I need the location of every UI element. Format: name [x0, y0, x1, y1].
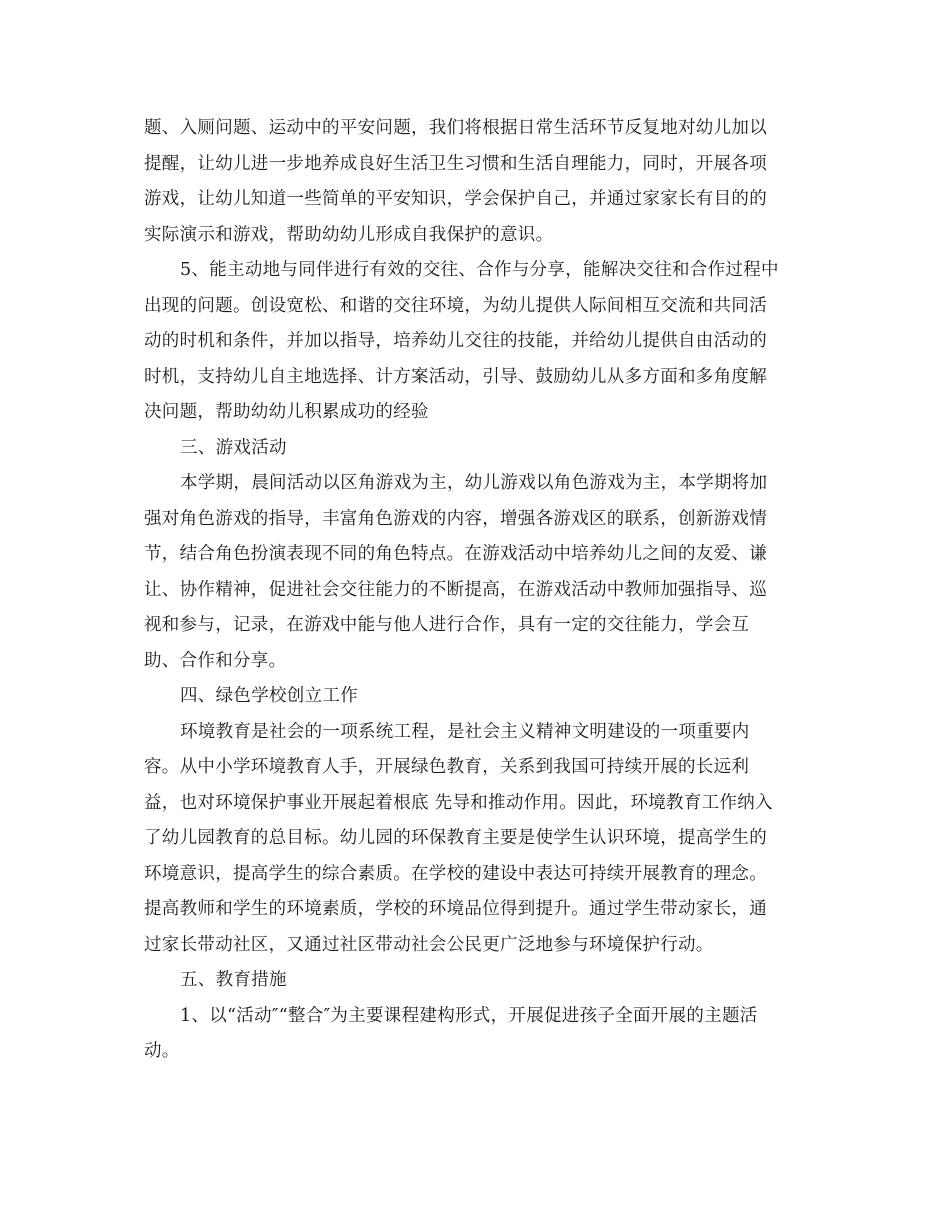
text-line: 环境教育是社会的一项系统工程，是社会主义精神文明建设的一项重要内	[180, 721, 750, 742]
text-line: 益，也对环境保护事业开展起着根底 先导和推动作用。因此，环境教育工作纳入	[144, 792, 773, 813]
text-line: 出现的问题。创设宽松、和谐的交往环境，为幼儿提供人际间相互交流和共同活	[144, 295, 767, 316]
text-line: 提醒，让幼儿进一步地养成良好生活卫生习惯和生活自理能力，同时，开展各项	[144, 153, 767, 174]
text-line: 本学期，晨间活动以区角游戏为主，幼儿游戏以角色游戏为主，本学期将加	[180, 473, 768, 493]
text-line: 视和参与，记录，在游戏中能与他人进行合作，具有一定的交往能力，学会互	[144, 615, 750, 635]
document-page	[144, 111, 814, 1070]
text-line: 四、绿色学校创立工作	[180, 686, 358, 706]
text-line: 游戏，让幼儿知道一些简单的平安知识，学会保护自己，并通过家家长有目的的	[144, 189, 767, 209]
text-line: 提高教师和学生的环境素质，学校的环境品位得到提升。通过学生带动家长，通	[144, 899, 767, 919]
text-line: 容。从中小学环境教育人手，开展绿色教育，关系到我国可持续开展的长远利	[144, 757, 750, 777]
text-line: 动。	[144, 1041, 180, 1061]
text-line: 过家长带动社区，又通过社区带动社会公民更广泛地参与环境保护行动。	[144, 934, 714, 955]
text-line: 时机，支持幼儿自主地选择、计方案活动，引导、鼓励幼儿从多方面和多角度解	[144, 366, 767, 387]
text-line: 环境意识，提高学生的综合素质。在学校的建设中表达可持续开展教育的理念。	[144, 863, 767, 884]
text-line: 五、教育措施	[180, 970, 287, 990]
text-line: 助、合作和分享。	[144, 650, 287, 671]
text-line: 1、以“活动″“整合″为主要课程建构形式，开展促进孩子全面开展的主题活	[180, 1005, 758, 1026]
text-line: 5、能主动地与同伴进行有效的交往、合作与分享，能解决交往和合作过程中	[180, 260, 779, 280]
text-line: 节，结合角色扮演表现不同的角色特点。在游戏活动中培养幼儿之间的友爱、谦	[144, 544, 767, 564]
text-line: 让、协作精神，促进社会交往能力的不断提高，在游戏活动中教师加强指导、巡	[144, 579, 767, 600]
text-line: 动的时机和条件，并加以指导，培养幼儿交往的技能，并给幼儿提供自由活动的	[144, 331, 767, 351]
text-line: 了幼儿园教育的总目标。幼儿园的环保教育主要是使学生认识环境，提高学生的	[144, 828, 767, 848]
text-line: 实际演示和游戏，帮助幼幼儿形成自我保护的意识。	[144, 224, 554, 245]
text-line: 三、游戏活动	[180, 437, 287, 458]
text-line: 强对角色游戏的指导，丰富角色游戏的内容，增强各游戏区的联系，创新游戏情	[144, 508, 767, 529]
text-line: 决问题，帮助幼幼儿积累成功的经验	[144, 402, 429, 422]
text-line: 题、入厕问题、运动中的平安问题，我们将根据日常生活环节反复地对幼儿加以	[144, 118, 767, 138]
